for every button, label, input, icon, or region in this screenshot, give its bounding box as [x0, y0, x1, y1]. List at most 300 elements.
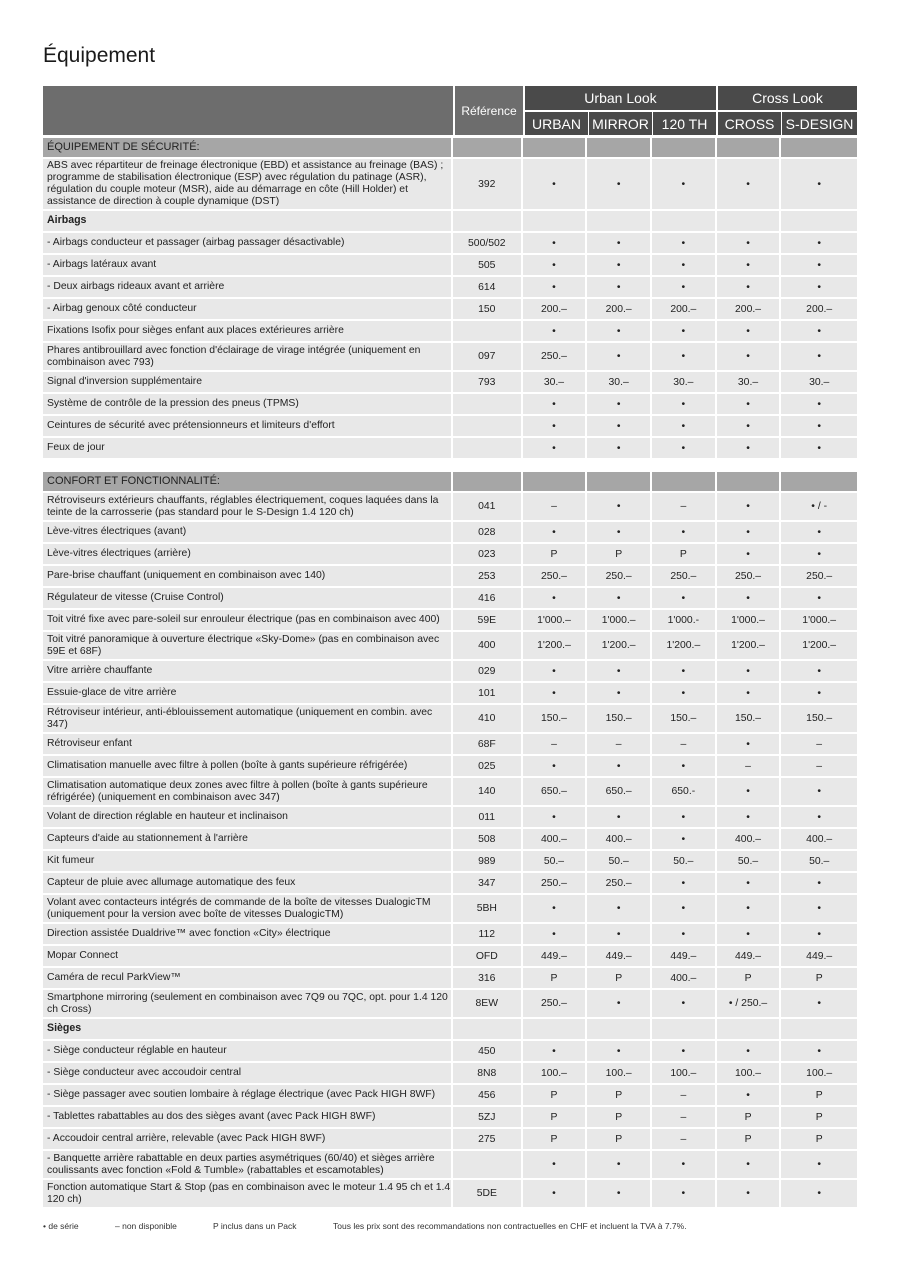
row-value-s-design: •: [781, 1151, 857, 1178]
row-value-cross: • / 250.–: [717, 990, 780, 1017]
row-value-mirror: 449.–: [587, 946, 650, 966]
row-value-cross: 250.–: [717, 566, 780, 586]
table-row: [43, 255, 857, 275]
row-label: Climatisation manuelle avec filtre à pollen (boîte à gants supérieure réfrigérée): [43, 756, 451, 776]
row-value-s-design: •: [781, 321, 857, 341]
row-value-mirror: [587, 1019, 650, 1039]
row-value-urban: •: [523, 588, 586, 608]
row-reference: 989: [453, 851, 521, 871]
row-value-120-th: •: [652, 321, 715, 341]
row-value-cross: •: [717, 544, 780, 564]
row-value-cross: •: [717, 438, 780, 458]
table-row: [43, 1041, 857, 1061]
row-value-cross: 400.–: [717, 829, 780, 849]
table-row: [43, 277, 857, 297]
table-row: [43, 343, 857, 370]
row-value-s-design: P: [781, 1085, 857, 1105]
row-value-urban: •: [523, 807, 586, 827]
row-value-urban: P: [523, 544, 586, 564]
row-value-cross: 1'000.–: [717, 610, 780, 630]
table-row: [43, 566, 857, 586]
row-value-mirror: 650.–: [587, 778, 650, 805]
row-value-mirror: [587, 138, 650, 157]
row-value-mirror: •: [587, 1041, 650, 1061]
row-value-urban: •: [523, 683, 586, 703]
table-row: [43, 1063, 857, 1083]
table-row: [43, 159, 857, 209]
row-value-cross: •: [717, 321, 780, 341]
group-header: [43, 211, 857, 231]
row-reference: 8N8: [453, 1063, 521, 1083]
row-reference: OFD: [453, 946, 521, 966]
row-value-urban: 1'000.–: [523, 610, 586, 630]
section-header: [43, 138, 857, 157]
row-value-mirror: •: [587, 588, 650, 608]
header-model-mirror: MIRROR: [589, 112, 652, 135]
table-row: [43, 1107, 857, 1127]
row-value-120-th: •: [652, 159, 715, 209]
table-row: [43, 829, 857, 849]
table-row: [43, 895, 857, 922]
table-row: [43, 438, 857, 458]
table-row: [43, 1085, 857, 1105]
row-reference: 614: [453, 277, 521, 297]
row-label: Mopar Connect: [43, 946, 451, 966]
row-reference: 025: [453, 756, 521, 776]
row-label: Phares antibrouillard avec fonction d'éclairage de virage intégrée (uniquement en combinaison avec 793): [43, 343, 451, 370]
row-label: - Airbag genoux côté conducteur: [43, 299, 451, 319]
row-value-s-design: P: [781, 968, 857, 988]
row-value-120-th: •: [652, 343, 715, 370]
table-row: [43, 522, 857, 542]
legend-note: Tous les prix sont des recommandations non contractuelles en CHF et incluent la TVA à 7.7%.: [333, 1221, 687, 1231]
table-row: [43, 851, 857, 871]
row-reference: 456: [453, 1085, 521, 1105]
row-value-s-design: P: [781, 1107, 857, 1127]
row-label: Vitre arrière chauffante: [43, 661, 451, 681]
row-value-cross: [717, 472, 780, 491]
row-value-mirror: [587, 211, 650, 231]
row-value-s-design: 400.–: [781, 829, 857, 849]
row-value-mirror: P: [587, 1107, 650, 1127]
table-row: [43, 990, 857, 1017]
row-value-120-th: •: [652, 233, 715, 253]
row-value-mirror: 150.–: [587, 705, 650, 732]
row-value-s-design: •: [781, 588, 857, 608]
row-value-120-th: •: [652, 895, 715, 922]
row-value-120-th: [652, 211, 715, 231]
row-value-cross: •: [717, 873, 780, 893]
row-label: Direction assistée Dualdrive™ avec fonction «City» électrique: [43, 924, 451, 944]
row-value-urban: 650.–: [523, 778, 586, 805]
row-label: Climatisation automatique deux zones avec filtre à pollen (boîte à gants supérieure réfrigérée) (uniquement en combinaison avec 347): [43, 778, 451, 805]
row-value-cross: •: [717, 778, 780, 805]
table-row: [43, 705, 857, 732]
row-value-120-th: 150.–: [652, 705, 715, 732]
header-model-urban: URBAN: [525, 112, 588, 135]
row-label: Ceintures de sécurité avec prétensionneurs et limiteurs d'effort: [43, 416, 451, 436]
table-row: [43, 394, 857, 414]
row-value-mirror: •: [587, 493, 650, 520]
row-label: ABS avec répartiteur de freinage électronique (EBD) et assistance au freinage (BAS) ; programme de stabilisation électronique (ESP) avec régulation du patinage (ASR), régulation du couple moteur (MSR), aide au démarrage en côte (Hill Holder) et assistance de direction à couple dynamique (DST): [43, 159, 451, 209]
row-value-s-design: •: [781, 343, 857, 370]
row-reference: 028: [453, 522, 521, 542]
row-value-120-th: •: [652, 588, 715, 608]
row-reference: 793: [453, 372, 521, 392]
row-value-cross: •: [717, 255, 780, 275]
row-label: Lève-vitres électriques (arrière): [43, 544, 451, 564]
row-value-mirror: •: [587, 277, 650, 297]
header-reference: Référence: [455, 86, 523, 135]
row-value-120-th: •: [652, 829, 715, 849]
header-model-s-design: S-DESIGN: [782, 112, 857, 135]
row-value-120-th: 650.-: [652, 778, 715, 805]
table-row: [43, 233, 857, 253]
row-reference: 011: [453, 807, 521, 827]
row-reference: [453, 211, 521, 231]
row-reference: 041: [453, 493, 521, 520]
row-value-cross: [717, 138, 780, 157]
row-value-urban: •: [523, 321, 586, 341]
row-value-120-th: 1'200.–: [652, 632, 715, 659]
row-value-mirror: •: [587, 807, 650, 827]
row-value-120-th: 449.–: [652, 946, 715, 966]
row-label: - Airbags conducteur et passager (airbag passager désactivable): [43, 233, 451, 253]
row-value-s-design: P: [781, 1129, 857, 1149]
row-reference: 5BH: [453, 895, 521, 922]
row-value-s-design: •: [781, 661, 857, 681]
row-value-120-th: –: [652, 734, 715, 754]
row-reference: 150: [453, 299, 521, 319]
header-blank: [43, 86, 453, 135]
row-value-cross: •: [717, 1180, 780, 1207]
legend-standard: • de série: [43, 1221, 79, 1231]
row-value-s-design: 200.–: [781, 299, 857, 319]
row-value-cross: •: [717, 1151, 780, 1178]
row-reference: [453, 394, 521, 414]
row-value-mirror: •: [587, 416, 650, 436]
row-label: Rétroviseur intérieur, anti-éblouissement automatique (uniquement en combin. avec 347): [43, 705, 451, 732]
row-value-urban: [523, 1019, 586, 1039]
row-value-mirror: •: [587, 1180, 650, 1207]
row-label: Rétroviseurs extérieurs chauffants, réglables électriquement, coques laquées dans la teinte de la carrosserie (pas standard pour le S-Design 1.4 120 ch): [43, 493, 451, 520]
row-value-120-th: –: [652, 1085, 715, 1105]
row-value-s-design: •: [781, 895, 857, 922]
row-reference: 59E: [453, 610, 521, 630]
row-value-urban: 30.–: [523, 372, 586, 392]
table-row: [43, 1129, 857, 1149]
row-label: Toit vitré fixe avec pare-soleil sur enrouleur électrique (pas en combinaison avec 400): [43, 610, 451, 630]
row-value-120-th: •: [652, 661, 715, 681]
table-row: [43, 632, 857, 659]
row-value-mirror: •: [587, 1151, 650, 1178]
table-row: [43, 778, 857, 805]
row-reference: 450: [453, 1041, 521, 1061]
row-value-mirror: •: [587, 522, 650, 542]
row-value-mirror: 250.–: [587, 566, 650, 586]
row-value-cross: 100.–: [717, 1063, 780, 1083]
row-label: Essuie-glace de vitre arrière: [43, 683, 451, 703]
row-value-cross: P: [717, 1107, 780, 1127]
row-value-s-design: •: [781, 778, 857, 805]
row-reference: 505: [453, 255, 521, 275]
row-value-mirror: •: [587, 661, 650, 681]
row-value-mirror: •: [587, 438, 650, 458]
table-row: [43, 734, 857, 754]
row-value-mirror: •: [587, 255, 650, 275]
table-row: [43, 873, 857, 893]
row-value-cross: [717, 1019, 780, 1039]
row-value-mirror: [587, 472, 650, 491]
row-value-urban: •: [523, 416, 586, 436]
row-reference: 112: [453, 924, 521, 944]
row-value-mirror: •: [587, 394, 650, 414]
row-value-urban: •: [523, 438, 586, 458]
row-value-urban: •: [523, 661, 586, 681]
row-value-120-th: P: [652, 544, 715, 564]
row-label: Volant avec contacteurs intégrés de commande de la boîte de vitesses DualogicTM (uniquement pour la version avec boîte de vitesses DualogicTM): [43, 895, 451, 922]
table-row: [43, 588, 857, 608]
row-value-urban: 250.–: [523, 873, 586, 893]
row-value-urban: [523, 138, 586, 157]
row-value-s-design: [781, 472, 857, 491]
row-value-120-th: 30.–: [652, 372, 715, 392]
row-value-s-design: •: [781, 683, 857, 703]
row-value-cross: •: [717, 522, 780, 542]
row-value-120-th: [652, 138, 715, 157]
row-label: - Accoudoir central arrière, relevable (avec Pack HIGH 8WF): [43, 1129, 451, 1149]
row-value-s-design: 50.–: [781, 851, 857, 871]
row-value-cross: P: [717, 968, 780, 988]
row-reference: 68F: [453, 734, 521, 754]
row-value-urban: 200.–: [523, 299, 586, 319]
row-value-120-th: •: [652, 990, 715, 1017]
row-value-120-th: [652, 1019, 715, 1039]
row-label: Caméra de recul ParkView™: [43, 968, 451, 988]
row-value-s-design: •: [781, 438, 857, 458]
row-value-mirror: •: [587, 683, 650, 703]
row-value-120-th: •: [652, 1151, 715, 1178]
row-label: - Tablettes rabattables au dos des sièges avant (avec Pack HIGH 8WF): [43, 1107, 451, 1127]
row-value-120-th: –: [652, 1107, 715, 1127]
row-value-cross: •: [717, 734, 780, 754]
row-label: - Siège passager avec soutien lombaire à réglage électrique (avec Pack HIGH 8WF): [43, 1085, 451, 1105]
row-reference: [453, 472, 521, 491]
row-value-s-design: 1'200.–: [781, 632, 857, 659]
row-reference: 5ZJ: [453, 1107, 521, 1127]
row-value-cross: •: [717, 807, 780, 827]
row-value-cross: •: [717, 895, 780, 922]
row-reference: 101: [453, 683, 521, 703]
row-value-mirror: P: [587, 1129, 650, 1149]
table-header: [43, 86, 857, 135]
row-value-urban: P: [523, 1107, 586, 1127]
row-value-urban: [523, 211, 586, 231]
row-value-cross: 200.–: [717, 299, 780, 319]
row-value-urban: P: [523, 1085, 586, 1105]
row-value-mirror: 250.–: [587, 873, 650, 893]
row-value-urban: •: [523, 1041, 586, 1061]
row-label: Signal d'inversion supplémentaire: [43, 372, 451, 392]
row-reference: 097: [453, 343, 521, 370]
row-value-120-th: •: [652, 756, 715, 776]
row-value-cross: •: [717, 416, 780, 436]
row-value-120-th: 1'000.-: [652, 610, 715, 630]
row-value-mirror: •: [587, 343, 650, 370]
table-row: [43, 968, 857, 988]
row-value-cross: •: [717, 924, 780, 944]
row-value-cross: •: [717, 394, 780, 414]
row-value-120-th: •: [652, 394, 715, 414]
row-value-s-design: 30.–: [781, 372, 857, 392]
row-label: - Banquette arrière rabattable en deux parties asymétriques (60/40) et sièges arrière coulissants avec fonction «Fold & Tumble» (rabattables et escamotables): [43, 1151, 451, 1178]
row-label: Fonction automatique Start & Stop (pas en combinaison avec le moteur 1.4 95 ch et 1.4 120 ch): [43, 1180, 451, 1207]
row-value-mirror: •: [587, 895, 650, 922]
row-reference: 029: [453, 661, 521, 681]
row-reference: [453, 416, 521, 436]
row-label: Capteurs d'aide au stationnement à l'arrière: [43, 829, 451, 849]
row-value-120-th: –: [652, 493, 715, 520]
row-label: - Siège conducteur réglable en hauteur: [43, 1041, 451, 1061]
row-value-cross: 449.–: [717, 946, 780, 966]
row-value-120-th: •: [652, 416, 715, 436]
row-label: Régulateur de vitesse (Cruise Control): [43, 588, 451, 608]
table-row: [43, 661, 857, 681]
header-model-cross: CROSS: [718, 112, 781, 135]
row-value-urban: 250.–: [523, 343, 586, 370]
row-value-s-design: 250.–: [781, 566, 857, 586]
row-reference: 392: [453, 159, 521, 209]
row-value-s-design: 100.–: [781, 1063, 857, 1083]
row-value-120-th: •: [652, 807, 715, 827]
row-reference: 253: [453, 566, 521, 586]
row-value-cross: •: [717, 1041, 780, 1061]
row-label: Smartphone mirroring (seulement en combinaison avec 7Q9 ou 7QC, opt. pour 1.4 120 ch Cross): [43, 990, 451, 1017]
row-value-cross: •: [717, 661, 780, 681]
table-row: [43, 416, 857, 436]
row-value-mirror: •: [587, 233, 650, 253]
row-value-urban: •: [523, 1151, 586, 1178]
row-value-120-th: 50.–: [652, 851, 715, 871]
table-row: [43, 610, 857, 630]
row-value-urban: •: [523, 277, 586, 297]
row-value-s-design: •: [781, 277, 857, 297]
row-value-120-th: 250.–: [652, 566, 715, 586]
row-value-mirror: •: [587, 159, 650, 209]
row-value-mirror: P: [587, 1085, 650, 1105]
table-row: [43, 493, 857, 520]
row-value-mirror: 1'200.–: [587, 632, 650, 659]
row-label: Airbags: [43, 211, 451, 231]
row-reference: 5DE: [453, 1180, 521, 1207]
row-value-urban: 449.–: [523, 946, 586, 966]
row-value-120-th: 100.–: [652, 1063, 715, 1083]
table-row: [43, 299, 857, 319]
row-value-s-design: 449.–: [781, 946, 857, 966]
row-value-cross: –: [717, 756, 780, 776]
legend-pack: P inclus dans un Pack: [213, 1221, 297, 1231]
row-value-120-th: –: [652, 1129, 715, 1149]
row-value-s-design: •: [781, 1041, 857, 1061]
row-value-120-th: •: [652, 522, 715, 542]
row-value-urban: 100.–: [523, 1063, 586, 1083]
row-value-urban: 1'200.–: [523, 632, 586, 659]
row-reference: 410: [453, 705, 521, 732]
row-value-urban: –: [523, 734, 586, 754]
row-value-cross: •: [717, 493, 780, 520]
row-value-s-design: 150.–: [781, 705, 857, 732]
row-value-urban: 50.–: [523, 851, 586, 871]
row-value-s-design: •: [781, 1180, 857, 1207]
row-label: ÉQUIPEMENT DE SÉCURITÉ:: [43, 138, 451, 157]
table-row: [43, 946, 857, 966]
row-reference: [453, 1151, 521, 1178]
row-value-s-design: •: [781, 255, 857, 275]
table-row: [43, 1151, 857, 1178]
row-label: - Airbags latéraux avant: [43, 255, 451, 275]
row-value-s-design: • / -: [781, 493, 857, 520]
row-value-mirror: •: [587, 990, 650, 1017]
table-row: [43, 683, 857, 703]
row-value-s-design: [781, 1019, 857, 1039]
row-reference: 400: [453, 632, 521, 659]
row-value-cross: •: [717, 343, 780, 370]
row-value-s-design: –: [781, 734, 857, 754]
row-value-120-th: •: [652, 1180, 715, 1207]
row-value-cross: 1'200.–: [717, 632, 780, 659]
row-value-s-design: •: [781, 990, 857, 1017]
row-value-urban: •: [523, 522, 586, 542]
row-value-cross: •: [717, 233, 780, 253]
page-title: Équipement: [43, 44, 156, 67]
row-value-mirror: 30.–: [587, 372, 650, 392]
row-value-urban: •: [523, 159, 586, 209]
header-group-cross-look: Cross Look: [718, 86, 857, 110]
table-row: [43, 544, 857, 564]
row-label: Système de contrôle de la pression des pneus (TPMS): [43, 394, 451, 414]
row-value-urban: [523, 472, 586, 491]
row-value-s-design: •: [781, 873, 857, 893]
row-reference: [453, 321, 521, 341]
row-value-s-design: •: [781, 416, 857, 436]
row-value-cross: 50.–: [717, 851, 780, 871]
row-label: Kit fumeur: [43, 851, 451, 871]
row-value-mirror: P: [587, 968, 650, 988]
row-value-mirror: 400.–: [587, 829, 650, 849]
header-group-urban-look: Urban Look: [525, 86, 716, 110]
row-value-urban: •: [523, 394, 586, 414]
row-label: Volant de direction réglable en hauteur et inclinaison: [43, 807, 451, 827]
row-label: Capteur de pluie avec allumage automatique des feux: [43, 873, 451, 893]
row-reference: 275: [453, 1129, 521, 1149]
table-row: [43, 924, 857, 944]
row-label: Fixations Isofix pour sièges enfant aux places extérieures arrière: [43, 321, 451, 341]
row-value-s-design: •: [781, 522, 857, 542]
row-reference: 023: [453, 544, 521, 564]
row-value-120-th: •: [652, 255, 715, 275]
row-label: Rétroviseur enfant: [43, 734, 451, 754]
row-value-urban: •: [523, 1180, 586, 1207]
row-label: Feux de jour: [43, 438, 451, 458]
row-value-mirror: –: [587, 734, 650, 754]
row-value-120-th: •: [652, 438, 715, 458]
row-label: CONFORT ET FONCTIONNALITÉ:: [43, 472, 451, 491]
row-value-cross: •: [717, 1085, 780, 1105]
row-reference: 347: [453, 873, 521, 893]
row-value-120-th: •: [652, 277, 715, 297]
row-label: Pare-brise chauffant (uniquement en combinaison avec 140): [43, 566, 451, 586]
row-value-s-design: •: [781, 807, 857, 827]
